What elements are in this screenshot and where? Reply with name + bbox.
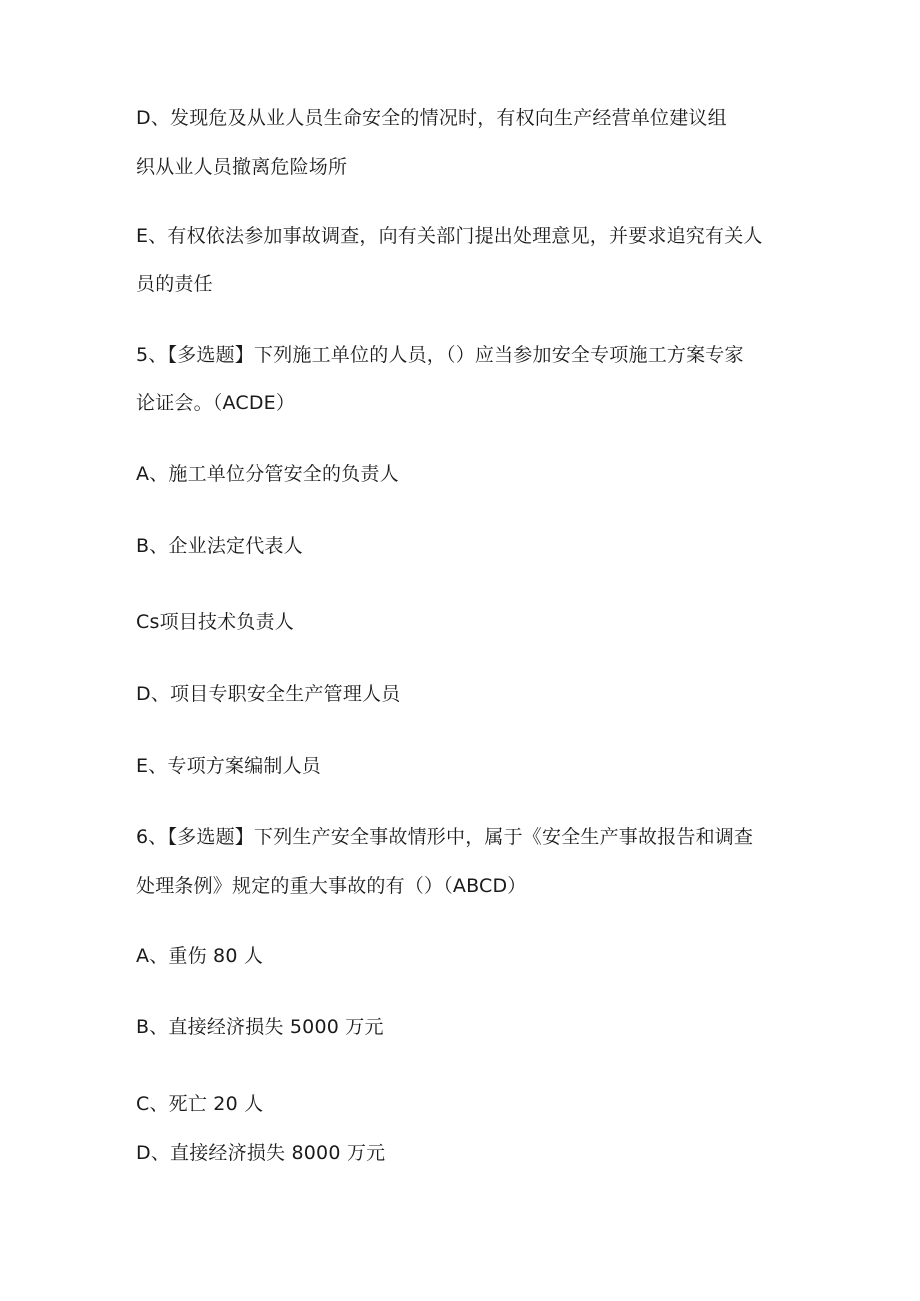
option-d-q5: D、项目专职安全生产管理人员 [136, 683, 401, 705]
option-d-q6: D、直接经济损失 8000 万元 [136, 1142, 386, 1164]
question-6-line2: 处理条例》规定的重大事故的有（）（ABCD） [136, 875, 527, 897]
question-5-line2: 论证会。（ACDE） [136, 392, 296, 414]
option-c-q6: C、死亡 20 人 [136, 1093, 264, 1115]
question-6-line1: 6、【多选题】下列生产安全事故情形中，属于《安全生产事故报告和调查 [136, 826, 754, 848]
option-b-q5: B、企业法定代表人 [136, 535, 303, 557]
option-d-q4-line2: 织从业人员撤离危险场所 [136, 156, 348, 178]
question-5-line1: 5、【多选题】下列施工单位的人员，（）应当参加安全专项施工方案专家 [136, 344, 744, 366]
option-a-q5: A、施工单位分管安全的负责人 [136, 463, 399, 485]
option-a-q6: A、重伤 80 人 [136, 945, 264, 967]
option-c-q5: Cs项目技术负责人 [136, 611, 294, 633]
option-e-q5: E、专项方案编制人员 [136, 755, 322, 777]
option-d-q4-line1: D、发现危及从业人员生命安全的情况时，有权向生产经营单位建议组 [136, 107, 727, 129]
option-b-q6: B、直接经济损失 5000 万元 [136, 1016, 384, 1038]
option-e-q4-line2: 员的责任 [136, 273, 213, 295]
option-e-q4-line1: E、有权依法参加事故调查，向有关部门提出处理意见，并要求追究有关人 [136, 225, 763, 247]
